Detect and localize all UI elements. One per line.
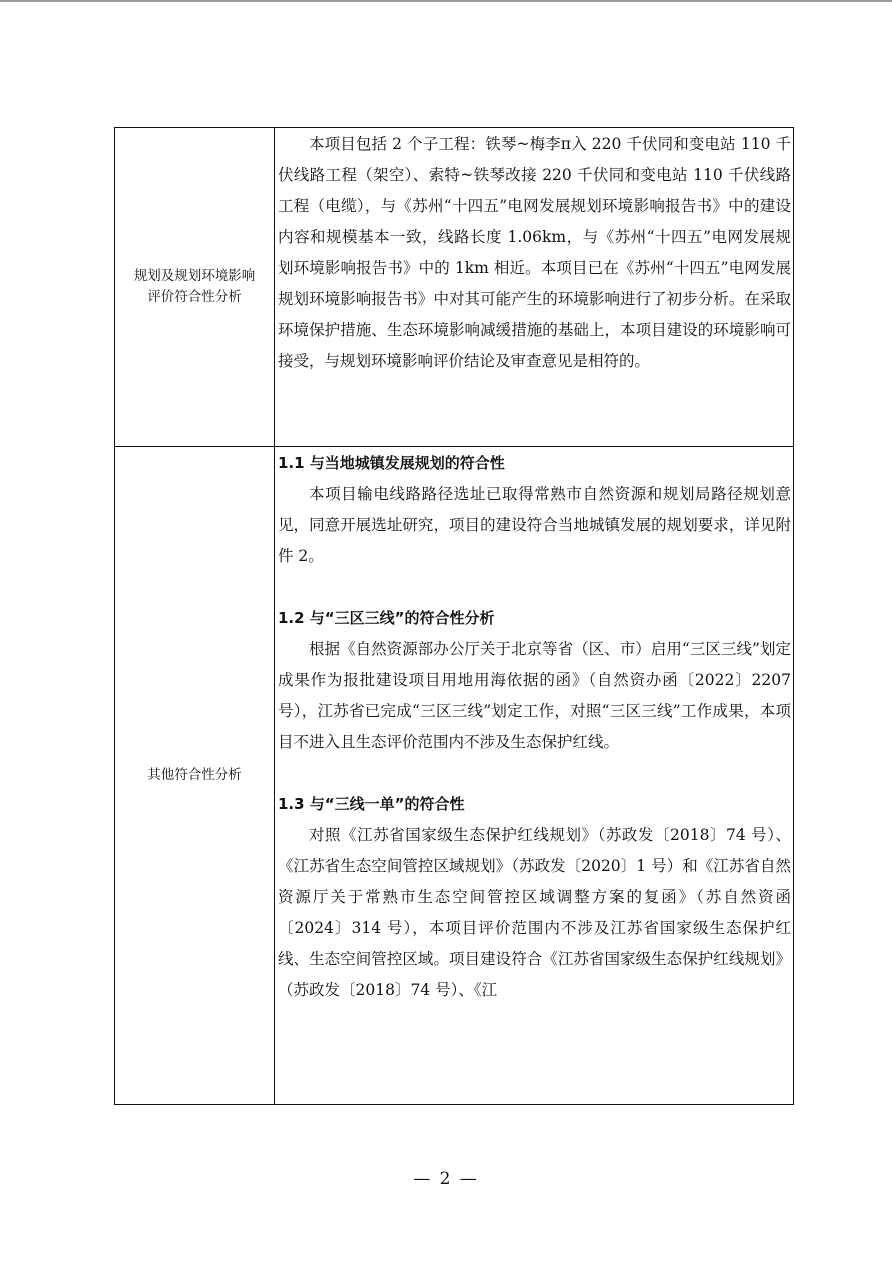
analysis-table <box>114 127 794 1105</box>
row-label-planning <box>115 128 275 447</box>
section-heading-1-3: 1.3 与“三线一单”的符合性 <box>278 795 465 813</box>
planning-paragraph: 本项目包括 2 个子工程：铁琴~梅李π入 220 千伏同和变电站 110 千伏线路工程（架空）、索特~铁琴改接 220 千伏同和变电站 110 千伏线路工程（电缆），与《苏州“十四五”电网发展规划环境影响报告书》中的建设内容和规模基本一致，线路长度 1.06km，与《苏州“十四五”电网发展规划环境影响报告书》中的 1km 相近。本项目已在《苏州“十四五”电网发展规划环境影响报告书》中对其可能产生的环境影响进行了初步分析。在采取环境保护措施、生态环境影响减缓措施的基础上，本项目建设的环境影响可接受，与规划环境影响评价结论及审查意见是相符的。 <box>278 135 791 370</box>
section-text-1-3: 对照《江苏省国家级生态保护红线规划》（苏政发〔2018〕74 号）、《江苏省生态空间管控区域规划》（苏政发〔2020〕1 号）和《江苏省自然资源厅关于常熟市生态空间管控区域调整方案的复函》（苏自然资函〔2024〕314 号），本项目评价范围内不涉及江苏省国家级生态保护红线、生态空间管控区域。项目建设符合《江苏省国家级生态保护红线规划》（苏政发〔2018〕74 号）、《江 <box>278 826 791 999</box>
page-top-rule <box>0 0 892 2</box>
row-label-text: 规划及规划环境影响评价符合性分析 <box>133 268 256 305</box>
row-content-planning <box>275 128 794 447</box>
table-row <box>115 128 794 447</box>
row-label-other <box>115 447 275 1105</box>
section-heading-1-1: 1.1 与当地城镇发展规划的符合性 <box>278 454 505 472</box>
row-label-text: 其他符合性分析 <box>147 767 242 783</box>
table-row <box>115 447 794 1105</box>
section-text-1-1: 本项目输电线路路径选址已取得常熟市自然资源和规划局路径规划意见，同意开展选址研究，项目的建设符合当地城镇发展的规划要求，详见附件 2。 <box>278 485 791 565</box>
page-number: — 2 — <box>413 1169 479 1189</box>
section-text-1-2: 根据《自然资源部办公厅关于北京等省（区、市）启用“三区三线”划定成果作为报批建设项目用地用海依据的函》（自然资办函〔2022〕2207 号），江苏省已完成“三区三线”划定工作，对照“三区三线”工作成果，本项目不进入且生态评价范围内不涉及生态保护红线。 <box>278 640 791 751</box>
section-heading-1-2: 1.2 与“三区三线”的符合性分析 <box>278 609 495 627</box>
row-content-other <box>275 447 794 1105</box>
